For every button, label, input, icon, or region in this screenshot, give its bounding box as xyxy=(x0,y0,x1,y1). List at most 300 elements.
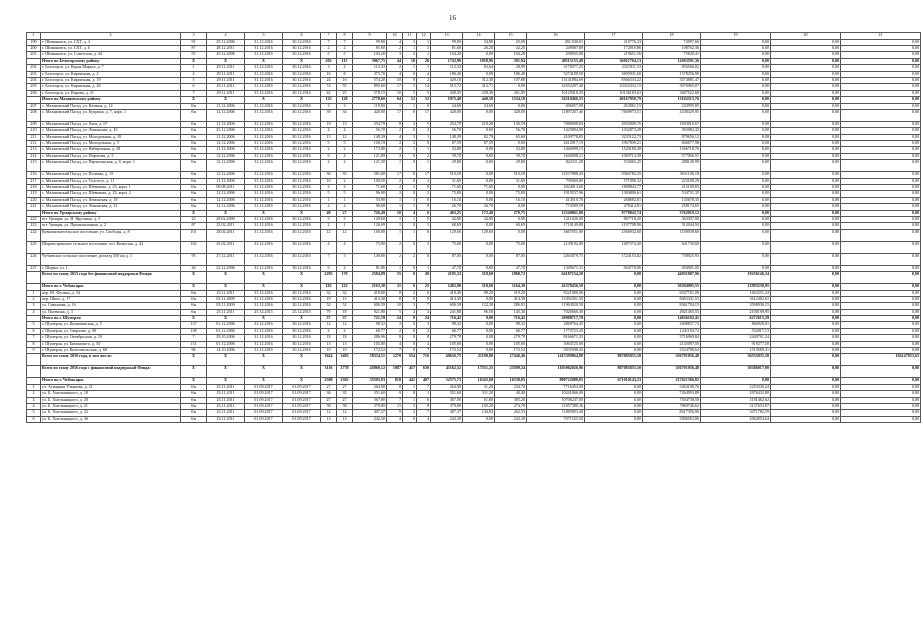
table-cell: 9 xyxy=(27,348,41,354)
subtotal-row xyxy=(27,354,921,366)
table-cell: 137 xyxy=(181,322,207,328)
table-cell: 3 xyxy=(403,121,417,127)
table-cell: 27 xyxy=(337,397,353,403)
table-cell: 221 xyxy=(27,204,41,210)
table-cell: 17 xyxy=(417,109,431,121)
table-cell: 13162515,76 xyxy=(643,97,701,103)
table-cell: 404901,05 xyxy=(643,265,701,271)
table-cell: 311,20 xyxy=(463,391,495,397)
table-cell: 30.12.2016 xyxy=(283,229,321,241)
table-cell: 0,00 xyxy=(771,223,841,229)
table-cell: 8 xyxy=(337,71,353,77)
table-cell: 0,00 xyxy=(701,378,771,384)
table-cell: 216 xyxy=(27,172,41,178)
table-cell: 31.12.2016 xyxy=(245,216,283,222)
table-cell: 0,00 xyxy=(771,290,841,296)
table-cell: 0,00 xyxy=(771,178,841,184)
table-cell: 512044,94 xyxy=(643,223,701,229)
table-cell: 8166671,35 xyxy=(527,335,585,341)
table-cell: Х xyxy=(207,58,245,64)
table-cell: 721,59 xyxy=(353,316,387,322)
table-cell: 09.08.2011 xyxy=(207,185,245,191)
table-cell: 1 xyxy=(403,45,417,51)
table-cell: г. Шумерля, ул. Кумашинская, д. 5 xyxy=(41,322,181,328)
table-cell: 29.11.2011 xyxy=(207,84,245,90)
table-cell: 52,80 xyxy=(495,147,527,153)
table-cell: 12 xyxy=(337,134,353,140)
table-cell: 0,00 xyxy=(841,52,921,58)
table-cell: 57 xyxy=(321,316,337,322)
table-cell: 7 xyxy=(417,384,431,390)
table-cell: 242,30 xyxy=(431,416,463,422)
table-cell: 28,89 xyxy=(495,65,527,71)
table-cell: 0 xyxy=(403,109,417,121)
table-cell: 28.12.2011 xyxy=(207,45,245,51)
table-cell: г. Шимановск, ул. Советская, д. 44 xyxy=(41,52,181,58)
table-cell: 2 xyxy=(417,178,431,184)
table-cell: 10343332,15 xyxy=(585,84,643,90)
column-number: 4 xyxy=(207,33,245,40)
table-cell: 01.09.2017 xyxy=(283,404,321,410)
table-cell: 1742,90 xyxy=(431,58,463,64)
table-cell: 6 xyxy=(403,272,417,284)
table-cell: Х xyxy=(245,210,283,216)
table-cell: 7 xyxy=(417,348,431,354)
table-cell: 11963020,50 xyxy=(527,303,585,309)
table-cell: 122 xyxy=(337,284,353,290)
table-cell: Х xyxy=(207,210,245,216)
table-cell: 591,94 xyxy=(495,58,527,64)
table-cell: 102 xyxy=(181,241,207,253)
table-cell: 0 xyxy=(403,178,417,184)
table-cell: 0,00 xyxy=(701,253,771,265)
table-cell: 0,00 xyxy=(841,272,921,284)
table-cell: 26 xyxy=(417,58,431,64)
table-cell: б/н xyxy=(181,410,207,416)
table-cell: 449,35 xyxy=(431,90,463,96)
table-cell: 242,30 xyxy=(495,416,527,422)
table-cell: 145678,35 xyxy=(643,197,701,203)
table-cell: 35 xyxy=(337,172,353,178)
table-cell: 0,00 xyxy=(771,191,841,197)
table-cell: Х xyxy=(245,58,283,64)
table-cell: 0,00 xyxy=(771,341,841,347)
table-cell: 5 xyxy=(417,90,431,96)
table-cell: 7 xyxy=(181,335,207,341)
table-cell: 1 xyxy=(417,45,431,51)
table-cell: с. Мазановский Пасад, ул. Куприна, д. 7, корп. 1 xyxy=(41,109,181,121)
table-cell: 4 xyxy=(403,210,417,216)
table-cell: 0 xyxy=(417,253,431,265)
table-cell: 01.09.2017 xyxy=(283,416,321,422)
table-cell: 0,00 xyxy=(701,121,771,127)
table-cell: 23.11.2011 xyxy=(207,410,245,416)
table-cell: 0,00 xyxy=(841,185,921,191)
table-cell: 1773723,45 xyxy=(527,328,585,334)
table-cell: Итого по Урмарскому району xyxy=(41,210,181,216)
table-cell: 30.12.2016 xyxy=(283,185,321,191)
table-cell: с. Мазановский Пасад, ул. Казачья, д. 14 xyxy=(41,103,181,109)
table-cell: 104,20 xyxy=(431,52,463,58)
table-cell: 10 xyxy=(337,348,353,354)
table-cell: 87,05 xyxy=(431,253,463,265)
table-cell: 12 xyxy=(403,97,417,103)
table-cell: 81,86 xyxy=(353,265,387,271)
subtotal-row xyxy=(27,366,921,378)
table-cell: 0,00 xyxy=(841,191,921,197)
table-cell: 0,00 xyxy=(771,109,841,121)
table-cell: 226 xyxy=(27,253,41,265)
table-cell: 75828,41 xyxy=(643,52,701,58)
table-cell: 0,00 xyxy=(771,153,841,159)
table-cell: 52 xyxy=(417,97,431,103)
table-cell: 13 xyxy=(321,416,337,422)
table-cell: 0,00 xyxy=(771,335,841,341)
table-cell: 8 xyxy=(417,404,431,410)
table-cell: 5 xyxy=(337,141,353,147)
table-cell: б/н xyxy=(181,103,207,109)
table-cell: 420,10 xyxy=(431,77,463,83)
table-cell: 407,37 xyxy=(353,410,387,416)
table-cell: 0,00 xyxy=(463,328,495,334)
table-cell: 1646008,21 xyxy=(527,153,585,159)
table-cell: 0,00 xyxy=(841,97,921,103)
table-cell: 0 xyxy=(403,316,417,322)
table-cell: 29.12.2006 xyxy=(207,39,245,45)
table-cell: 4 xyxy=(417,341,431,347)
table-cell: 7080698,83 xyxy=(527,121,585,127)
table-cell: 0,00 xyxy=(771,52,841,58)
table-cell: 7 xyxy=(337,39,353,45)
table-cell: 03.11.2009 xyxy=(207,303,245,309)
table-cell: 4 xyxy=(27,404,41,410)
table-cell: 98,32 xyxy=(495,322,527,328)
table-cell: 112,33 xyxy=(353,65,387,71)
table-cell: 01.09.2017 xyxy=(245,391,283,397)
table-cell: 1032873,49 xyxy=(585,128,643,134)
table-cell: 2 xyxy=(387,328,403,334)
table-cell: 10136183,63 xyxy=(585,90,643,96)
table-cell: 31.12.2016 xyxy=(245,328,283,334)
column-number: 6 xyxy=(283,33,321,40)
table-cell: 01.12.2006 xyxy=(207,328,245,334)
table-cell: 0,00 xyxy=(463,296,495,302)
table-cell: 30.12.2016 xyxy=(283,71,321,77)
table-cell: 12.12.2006 xyxy=(207,153,245,159)
table-cell: 36 xyxy=(321,391,337,397)
table-cell: 0,00 xyxy=(841,303,921,309)
table-cell xyxy=(27,272,41,284)
column-number: 20 xyxy=(771,33,841,40)
table-cell: 23.11.2011 xyxy=(207,290,245,296)
table-cell: 10 xyxy=(321,178,337,184)
table-cell: г. Белогорск, ул. Кирпичная, д. 19 xyxy=(41,77,181,83)
table-cell: 83,64 xyxy=(463,65,495,71)
table-cell: 4 xyxy=(321,241,337,253)
table-cell: 203 xyxy=(27,71,41,77)
table-cell: 3 xyxy=(387,153,403,159)
table-cell: с. Мазановский Пасад, ул. Партизанская, д. 8, корп. 1 xyxy=(41,160,181,172)
table-cell: 4 xyxy=(321,128,337,134)
table-cell: Х xyxy=(283,284,321,290)
table-cell: 1 xyxy=(321,197,337,203)
table-cell: 0,00 xyxy=(771,241,841,253)
table-cell: 29.11.2011 xyxy=(207,90,245,96)
table-cell: г. Шимановск, ул. СХТ, д. 6 xyxy=(41,45,181,51)
table-cell: 56,70 xyxy=(431,128,463,134)
table-cell: 3 xyxy=(417,309,431,315)
table-cell: 30.12.2016 xyxy=(283,348,321,354)
table-cell: 12 xyxy=(337,322,353,328)
table-cell: 217621366,82 xyxy=(643,378,701,384)
table-cell: 11092451,50 xyxy=(527,296,585,302)
table-cell: 7071525,50 xyxy=(527,416,585,422)
table-cell: 30.12.2016 xyxy=(283,77,321,83)
table-cell: 31,20 xyxy=(463,384,495,390)
table-cell: 2 xyxy=(321,45,337,51)
table-cell: 0,00 xyxy=(771,71,841,77)
table-cell: 3 xyxy=(321,65,337,71)
table-cell: 01.12.2006 xyxy=(207,341,245,347)
table-cell: 10 xyxy=(387,303,403,309)
table-cell: 28.02.2009 xyxy=(207,216,245,222)
table-cell: 217 xyxy=(27,178,41,184)
table-cell: 2 xyxy=(417,191,431,197)
column-number: 21 xyxy=(841,33,921,40)
table-cell: 5716969,84 xyxy=(643,335,701,341)
table-cell: 0,00 xyxy=(495,141,527,147)
table-cell: 510,59 xyxy=(431,172,463,178)
table-cell: 25.12.2006 xyxy=(207,128,245,134)
table-cell: 4 xyxy=(337,128,353,134)
table-cell: 148,39 xyxy=(431,134,463,140)
table-cell: 3631106,18 xyxy=(643,172,701,178)
table-cell: 99,80 xyxy=(353,39,387,45)
table-cell: 2 xyxy=(321,160,337,172)
table-cell: Х xyxy=(245,366,283,378)
table-cell: 31.12.2016 xyxy=(245,109,283,121)
table-cell: 0,00 xyxy=(841,328,921,334)
table-cell: Всего по этапу 2016 года с финансовой поддержкой Фонда: xyxy=(41,366,181,378)
table-cell: 7 xyxy=(417,303,431,309)
table-cell: 222 xyxy=(27,216,41,222)
table-cell: Х xyxy=(245,272,283,284)
table-cell: 13 xyxy=(337,341,353,347)
table-cell: 1 xyxy=(387,204,403,210)
table-cell: 10 xyxy=(321,348,337,354)
table-cell: 0,00 xyxy=(701,71,771,77)
table-row xyxy=(27,241,921,253)
table-cell: 1087 xyxy=(387,366,403,378)
table-cell: 0 xyxy=(417,229,431,241)
table-cell: 0,00 xyxy=(841,348,921,354)
table-cell: 0,00 xyxy=(463,71,495,77)
table-cell: 0,00 xyxy=(585,335,643,341)
table-cell: 441 xyxy=(403,378,417,384)
table-cell: 428,00 xyxy=(495,109,527,121)
table-cell: 0,00 xyxy=(771,216,841,222)
table-cell: 2100199,95 xyxy=(701,309,771,315)
table-cell: 0,00 xyxy=(771,197,841,203)
table-cell: ул. Б. Хмельницкого, д. 22 xyxy=(41,410,181,416)
table-cell: 30.12.2016 xyxy=(283,341,321,347)
table-cell: 31,60 xyxy=(431,178,463,184)
table-cell: 29.11.2011 xyxy=(207,65,245,71)
table-cell: 0,00 xyxy=(701,197,771,203)
table-cell: 8566333,22 xyxy=(585,77,643,83)
table-cell: 581,60 xyxy=(353,172,387,178)
table-cell: 0,00 xyxy=(701,109,771,121)
table-cell: 74 xyxy=(321,84,337,90)
table-cell: 0,00 xyxy=(771,272,841,284)
table-cell: 31.12.2016 xyxy=(245,197,283,203)
table-cell: 7264993,89 xyxy=(643,391,701,397)
table-cell: 3076965,07 xyxy=(643,84,701,90)
table-cell: 31.12.2016 xyxy=(245,52,283,58)
table-cell: 96,68 xyxy=(353,204,387,210)
table-cell: 23.11.2011 xyxy=(207,404,245,410)
table-cell: 12983530,95 xyxy=(701,284,771,290)
table-cell: 0,00 xyxy=(585,341,643,347)
table-cell: 87,05 xyxy=(495,253,527,265)
table-cell: 215169,83 xyxy=(643,185,701,191)
table-cell: 122,30 xyxy=(463,303,495,309)
table-cell: 3471782,59 xyxy=(701,410,771,416)
table-cell: 7 xyxy=(387,348,403,354)
table-cell: 218 xyxy=(27,185,41,191)
table-cell: 1 xyxy=(387,197,403,203)
table-cell: 0,00 xyxy=(701,265,771,271)
table-cell: 0,00 xyxy=(841,172,921,178)
table-cell: 30.12.2016 xyxy=(283,172,321,178)
table-cell: 0,00 xyxy=(585,290,643,296)
table-cell: 3467522,60 xyxy=(643,90,701,96)
table-cell: 0,00 xyxy=(841,197,921,203)
table-cell: Итого по Белогорскому району xyxy=(41,58,181,64)
table-cell: 1270 xyxy=(387,354,403,366)
table-cell: Х xyxy=(207,316,245,322)
table-cell: 26,20 xyxy=(463,45,495,51)
table-cell: 0,00 xyxy=(701,204,771,210)
table-cell: 274,70 xyxy=(495,404,527,410)
table-cell: 60,77 xyxy=(353,328,387,334)
column-number: 13 xyxy=(431,33,463,40)
table-cell: 6 xyxy=(417,290,431,296)
table-cell: 367,00 xyxy=(353,397,387,403)
table-cell: 26 xyxy=(181,265,207,271)
table-cell: 12.12.2006 xyxy=(207,109,245,121)
table-cell: 286,81 xyxy=(495,303,527,309)
table-cell: Х xyxy=(283,378,321,384)
table-cell: 0,00 xyxy=(585,316,643,322)
table-cell: 0,00 xyxy=(841,316,921,322)
table-cell: 0,00 xyxy=(771,204,841,210)
table-cell: 0,00 xyxy=(463,348,495,354)
table-cell: 0 xyxy=(403,172,417,178)
table-cell: 39 xyxy=(321,109,337,121)
table-cell: 17 xyxy=(417,172,431,178)
table-cell: 14.10.2006 xyxy=(207,348,245,354)
table-cell: 0,00 xyxy=(585,303,643,309)
table-cell: 1 xyxy=(387,223,403,229)
table-cell: 1919537,96 xyxy=(527,191,585,197)
table-cell: 0,00 xyxy=(701,141,771,147)
column-number: 18 xyxy=(643,33,701,40)
table-cell: 2612917,19 xyxy=(527,141,585,147)
table-cell: 0,00 xyxy=(841,404,921,410)
table-cell: 1 xyxy=(403,65,417,71)
table-cell: 75,00 xyxy=(353,241,387,253)
table-cell: 1 xyxy=(403,384,417,390)
table-cell: 60,69 xyxy=(431,223,463,229)
table-cell: 1058,96 xyxy=(463,58,495,64)
table-cell: 30.12.2016 xyxy=(283,128,321,134)
table-cell: б/н xyxy=(181,404,207,410)
table-cell: 2 xyxy=(417,128,431,134)
table-cell: г. Шумерля, ул. Комсомольская, д. 68 xyxy=(41,348,181,354)
table-cell: 112,33 xyxy=(431,65,463,71)
table-cell: 129,60 xyxy=(463,229,495,241)
table-cell: 3667051,00 xyxy=(527,229,585,241)
table-cell: 01.09.2017 xyxy=(283,397,321,403)
table-cell: 282 840,01 xyxy=(527,39,585,45)
table-cell: 716,42 xyxy=(495,316,527,322)
table-cell: 0 xyxy=(403,191,417,197)
table-cell: 31.12.2016 xyxy=(245,348,283,354)
table-cell: 5463108,76 xyxy=(643,384,701,390)
table-cell: 3 xyxy=(337,216,353,222)
table-cell: 0,00 xyxy=(841,204,921,210)
table-cell: пер. Школ, д. 17 xyxy=(41,296,181,302)
table-cell: 30.12.2016 xyxy=(283,52,321,58)
table-cell: 1 xyxy=(403,397,417,403)
column-number: 9 xyxy=(353,33,387,40)
table-cell: 219 xyxy=(27,191,41,197)
table-cell: 2 xyxy=(387,191,403,197)
table-cell: 23.11.2011 xyxy=(207,309,245,315)
table-cell: 211 xyxy=(27,134,41,140)
table-cell: 1384806,61 xyxy=(585,191,643,197)
table-cell: Х xyxy=(283,97,321,103)
table-cell: 01.09.2017 xyxy=(283,384,321,390)
table-cell: 3 xyxy=(403,134,417,140)
table-cell: 4 xyxy=(337,153,353,159)
table-cell: 0 xyxy=(417,216,431,222)
table-cell: 0,00 xyxy=(771,416,841,422)
table-cell: с. Мазановский Пасад, ул. Ленинская, д. 18 xyxy=(41,197,181,203)
table-cell: 96,90 xyxy=(353,191,387,197)
table-cell: 428,00 xyxy=(431,109,463,121)
table-cell: 0,00 xyxy=(841,309,921,315)
table-cell: 895,60 xyxy=(353,84,387,90)
table-cell: 2253345,24 xyxy=(701,384,771,390)
table-cell: 52,80 xyxy=(431,147,463,153)
table-cell: 55 xyxy=(337,84,353,90)
table-cell: 1 xyxy=(417,265,431,271)
table-cell: 242,30 xyxy=(353,416,387,422)
table-cell: ул. Б. Хмельницкого, д. 21 xyxy=(41,404,181,410)
table-cell: 0,00 xyxy=(841,378,921,384)
table-cell: 270,75 xyxy=(495,210,527,216)
table-cell: 574,20 xyxy=(353,77,387,83)
table-cell: 2 xyxy=(337,204,353,210)
table-cell: пгт Урмары, ул. Промышленная, д. 2 xyxy=(41,223,181,229)
table-cell: 129,60 xyxy=(353,216,387,222)
table-cell: 0 xyxy=(417,103,431,109)
table-cell: 220 xyxy=(27,197,41,203)
table-cell: 0,00 xyxy=(841,153,921,159)
table-cell: 0,00 xyxy=(771,229,841,241)
